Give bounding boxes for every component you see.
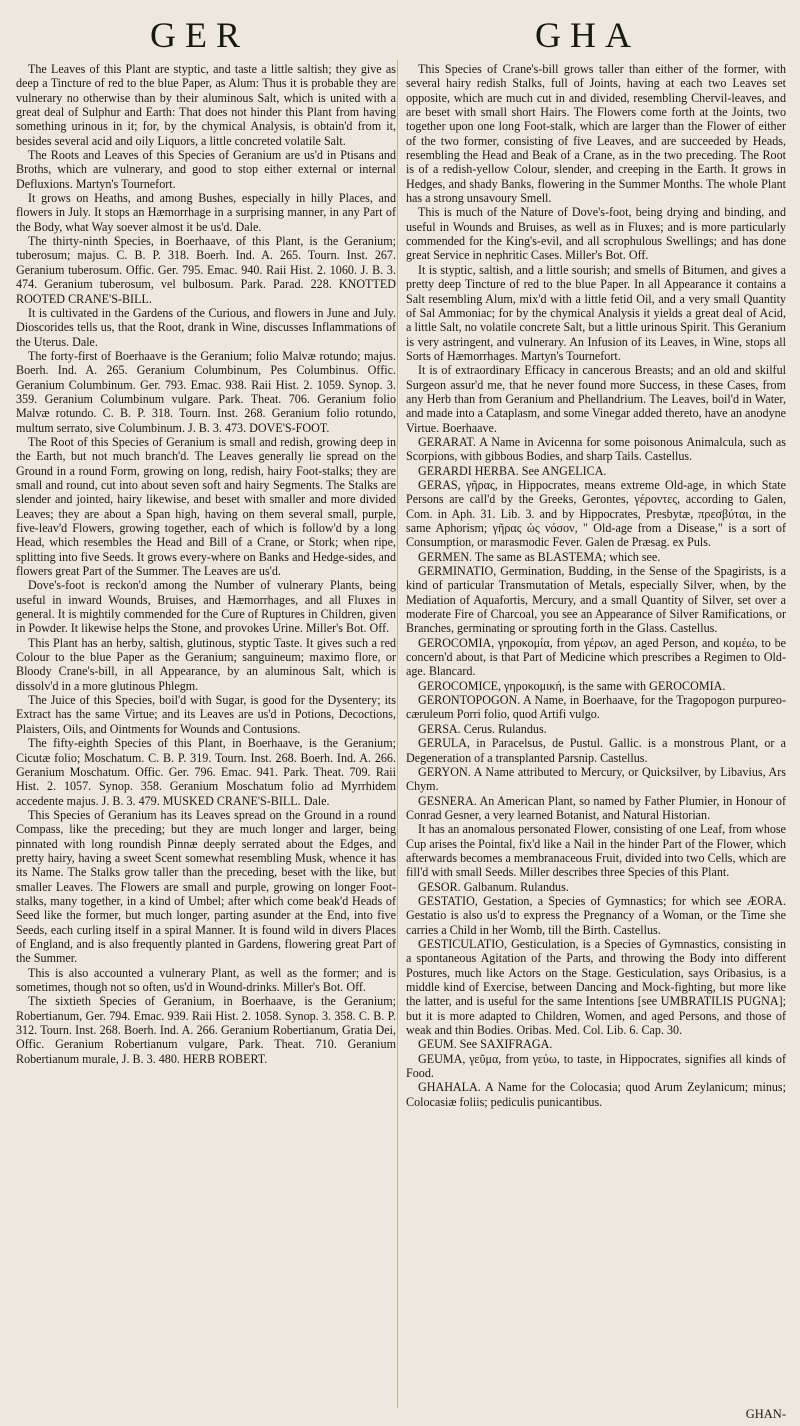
paragraph: It is styptic, saltish, and a little sourish; and smells of Bitumen, and gives a pretty deep Tincture of red to the blue Paper. In all Appearance it contains a Salt resembling Alum, mix'd with a little fetid Oil, and a very small Quantity of Sal Ammoniac; for by the chymical Analysis it yields a great deal of Acid, a little Salt, no volatile concrete Salt, but a little urinous Spirit. This Geranium is very astringent, and vulnerary. An Infusion of its Leaves, in Wine, stops all Sorts of Hæmorrhages. Martyn's Tournefort.: [406, 262, 786, 363]
paragraph: The sixtieth Species of Geranium, in Boerhaave, is the Geranium; Robertianum, Ger. 794. Emac. 939. Raii Hist. 2. 1058. Synop. 3. 358. C. B. P. 312. Tourn. Inst. 268. Boerh. Ind. A. 266. Geranium Robertianum, Gratia Dei, Offic. Geranium Robertianum vulgare, Park. Theat. 710. Geranium Robertianum murale, J. B. 3. 480. HERB ROBERT.: [16, 994, 396, 1066]
paragraph: The Juice of this Species, boil'd with Sugar, is good for the Dysentery; its Extract has the same Virtue; and its Leaves are us'd in Potions, Decoctions, Plaisters, Oils, and Ointments for Wounds and Contusions.: [16, 693, 396, 736]
right-column: [406, 62, 786, 1414]
paragraph: The Roots and Leaves of this Species of Geranium are us'd in Ptisans and Broths, which are vulnerary, and good to stop either external or internal Defluxions. Martyn's Tournefort.: [16, 148, 396, 191]
entry: GERMEN. The same as BLASTEMA; which see.: [418, 549, 661, 564]
entry: GERMINATIO, Germination, Budding, in the Sense of the Spagirists, is a kind of particular Transmutation of Metals, especially Silver, when, by the Mediation of Aquafortis, Mercury, and a small Quantity of Silver, set over a moderate Fire of Charcoal, you see an Appearance of Silver Ramifications, or Branches, germinating or sprouting forth in the Glass. Castellus.: [406, 564, 786, 636]
paragraph: It is of extraordinary Efficacy in cancerous Breasts; and an old and skilful Surgeon assur'd me, that he never found more Success, in these Cases, from any Herb than from Geranium and Phellandrium. The Leaves, boil'd in Water, and made into a Cataplasm, and some Vinegar added thereto, have an anodyne Virtue. Boerhaave.: [406, 363, 786, 435]
entry: GESOR. Galbanum. Rulandus.: [418, 879, 569, 894]
entry: GESTICULATIO, Gesticulation, is a Species of Gymnastics, consisting in a spontaneous Agitation of the Parts, and throwing the Body into different Postures, much like Actors on the Stage. Gesticulation, says Oribasius, is a middle kind of Exercise, between Dancing and Mock-fighting, but more like the latter, and is useful for the same Intentions [see UMBRATILIS PUGNA]; but it is more adapted to Children, Women, and aged Persons, and those of weak and thin Bodies. Oribas. Med. Col. Lib. 6. Cap. 30.: [406, 936, 786, 1038]
paragraph: The fifty-eighth Species of this Plant, in Boerhaave, is the Geranium; Cicutæ folio; Moschatum. C. B. P. 319. Tourn. Inst. 268. Boerh. Ind. A. 266. Geranium Moschatum. Offic. Ger. 796. Emac. 941. Park. Theat. 709. Raii Hist. 2. 1057. Synop. 358. Geranium Moschatum folio ad Myrrhidem accedente majus. J. B. 3. 479. MUSKED CRANE'S-BILL. Dale.: [16, 736, 396, 808]
entry: GERARDI HERBA. See ANGELICA.: [418, 463, 607, 478]
column-divider: [397, 60, 398, 1408]
catchword: GHAN-: [745, 1407, 786, 1421]
entry: GESTATIO, Gestation, a Species of Gymnastics; for which see ÆORA. Gestatio is also us'd to express the Pregnancy of a Woman, or the Time she carries a Child in her Womb, till the Birth. Castellus.: [406, 893, 786, 937]
entry: GEUM. See SAXIFRAGA.: [418, 1037, 553, 1052]
paragraph: It is cultivated in the Gardens of the Curious, and flowers in June and July. Dioscorides tells us, that the Root, drank in Wine, discusses Inflammations of the Uterus. Dale.: [16, 305, 396, 349]
entry: GERSA. Cerus. Rulandus.: [418, 721, 547, 736]
paragraph: It has an anomalous personated Flower, consisting of one Leaf, from whose Cup arises the Pointal, fix'd like a Nail in the hinder Part of the Flower, which afterwards becomes a membranaceous Fruit, divided into two Cells, which are fill'd with small Seeds. Miller describes three Species of this Plant.: [406, 822, 786, 880]
paragraph: This Species of Crane's-bill grows taller than either of the former, with several hairy redish Stalks, full of Joints, having at each two Leaves set opposite, which are much cut in and divided, resembling Chervil-leaves, and are beset with small short Hairs. The Flowers come forth at the Joints, two together upon one long Foot-stalk, which are larger than the Flower of either of the two former, consisting of five Leaves, and are succeeded by Heads, resembling the Head and Beak of a Crane, as in the two preceding. The Root is of a redish-yellow Colour, slender, and creeping in the Earth. It grows in Hedges, and shady Banks, flowering in the Summer Months. The whole Plant has a strong unsavoury Smell.: [406, 62, 786, 206]
entry: GHAHALA. A Name for the Colocasia; quod Arum Zeylanicum; minus; Colocasiæ foliis; pediculis punicantibus.: [406, 1080, 786, 1109]
left-column: [16, 62, 396, 1414]
paragraph: This is much of the Nature of Dove's-foot, being drying and binding, and useful in Wounds and Bruises, as well as in Fluxes; and is more particularly commended for the King's-evil, and all scrophulous Swellings; and has done great Service in nephritic Cases. Miller's Bot. Off.: [406, 205, 786, 263]
entry: GERONTOPOGON. A Name, in Boerhaave, for the Tragopogon purpureo-cæruleum Porri folio, quod Artifi vulgo.: [406, 693, 786, 722]
paragraph: The forty-first of Boerhaave is the Geranium; folio Malvæ rotundo; majus. Boerh. Ind. A. 265. Geranium Columbinum, Pes Columbinus. Offic. Geranium Columbinum. Ger. 793. Emac. 938. Raii Hist. 2. 1059. Synop. 3. 359. Geranium Columbinum vulgare. Park. Theat. 706. Geranium folio Malvæ rotundo. C. B. P. 318. Tourn. Inst. 268. Geranium folio rotundo, multum serrato, sive Columbinum. J. B. 3. 473. DOVE'S-FOOT.: [16, 348, 396, 435]
entry: GEROCOMICE, γηροκομική, is the same with GEROCOMIA.: [418, 678, 726, 693]
left-running-head: GER: [150, 15, 249, 55]
entry: GERYON. A Name attributed to Mercury, or Quicksilver, by Libavius, Ars Chym.: [406, 764, 786, 794]
entry: GERARAT. A Name in Avicenna for some poisonous Animalcula, such as Scorpions, with gibbous Bodies, and sharp Tails. Castellus.: [406, 434, 786, 464]
paragraph: This Species of Geranium has its Leaves spread on the Ground in a round Compass, like the preceding; but they are much longer and larger, being pinnated with long roundish Pinnæ deeply serrated about the Edges, and pretty hairy, having a sweet Scent somewhat resembling Musk, whence it has its Name. The Stalks grow taller than the preceding, beset with the like, but smaller Leaves. The Flowers are small and purple, growing on longer Foot-stalks, many together, in a kind of Umbel; after which come beak'd Heads of Seed like the former, but much longer, parting asunder at the End, into five Seeds, each curling itself in a spiral Manner. It is found wild in divers Places of England, and is also frequently planted in Gardens, flowering great Part of the Summer.: [16, 807, 396, 966]
entry: GERULA, in Paracelsus, de Pustul. Gallic. is a monstrous Plant, or a Degeneration of a transplanted Parsnip. Castellus.: [406, 736, 786, 765]
entry: GEUMA, γεῦμα, from γεύω, to taste, in Hippocrates, signifies all kinds of Food.: [406, 1051, 786, 1081]
paragraph: This Plant has an herby, saltish, glutinous, styptic Taste. It gives such a red Colour to the blue Paper as the Geranium; sanguineum; maximo flore, or Bloody Crane's-bill, in all Appearance, by an aluminous Salt, which is dissolv'd in a more glutinous Phlegm.: [16, 635, 396, 693]
paragraph: The Root of this Species of Geranium is small and redish, growing deep in the Earth, but not much branch'd. The Leaves generally lie spread on the Ground in a round Form, growing on long, redish, hairy Foot-stalks; they are small and round, cut into about seven soft and hairy Segments. The Stalks are slender and jointed, hairy likewise, and beset with smaller and more divided Leaves; they are about a Span high, having on them several small, purple, five-leav'd Flowers, growing together, each of which is follow'd by a long Head, which resembles the Head and Bill of a Crane, or Stork; when ripe, splitting into five Seeds. It grows every-where on Banks and Hedge-sides, and flowers great Part of the Summer. The Leaves are us'd.: [16, 434, 396, 579]
paragraph: The Leaves of this Plant are styptic, and taste a little saltish; they give as deep a Tincture of red to the blue Paper, as Alum: Thus it is probable they are vulnerary no otherwise than by their aluminous Salt, which is united with a great deal of Sulphur and Earth: That does not hinder this Plant from having something urinous in it; for, by the chymical Analysis, is obtain'd from it, besides several acid and oily Liquors, a little concreted volatile Salt.: [16, 62, 396, 148]
entry: GERAS, γῆρας, in Hippocrates, means extreme Old-age, in which State Persons are call'd by the Greeks, Gerontes, γέροντες, according to Galen, Com. in Aph. 31. Lib. 3. and by Hippocrates, Presbytæ, πρεσβύται, in the same Aphorism; γῆρας ὡς νόσον, " Old-age from a Disease," is a sort of Consumption, or marasmodic Fever. Galen de Præsag. ex Puls.: [406, 477, 786, 550]
right-running-head: GHA: [535, 15, 640, 55]
entry: GESNERA. An American Plant, so named by Father Plumier, in Honour of Conrad Gesner, a very learned Botanist, and Natural Historian.: [406, 793, 786, 822]
paragraph: Dove's-foot is reckon'd among the Number of vulnerary Plants, being useful in inward Wounds, Bruises, and Hæmorrhages, and all Fluxes in general. It is mightily commended for the Cure of Ruptures in Children, given in Powder. It likewise helps the Stone, and provokes Urine. Miller's Bot. Off.: [16, 578, 396, 636]
entry: GEROCOMIA, γηροκομία, from γέρων, an aged Person, and κομέω, to be concern'd about, is that Part of Medicine which prescribes a Regimen to Old-age. Blancard.: [406, 635, 786, 679]
paragraph: This is also accounted a vulnerary Plant, as well as the former; and is sometimes, though not so often, us'd in Wound-drinks. Miller's Bot. Off.: [16, 965, 396, 994]
paragraph: The thirty-ninth Species, in Boerhaave, of this Plant, is the Geranium; tuberosum; majus. C. B. P. 318. Boerh. Ind. A. 265. Tourn. Inst. 267. Geranium tuberosum. Offic. Ger. 795. Emac. 940. Raii Hist. 2. 1060. J. B. 3. 474. Geranium tuberosum, vel bulbosum. Park. Parad. 228. KNOTTED ROOTED CRANE'S-BILL.: [16, 234, 396, 306]
paragraph: It grows on Heaths, and among Bushes, especially in hilly Places, and flowers in July. It stops an Hæmorrhage in a surprising manner, in any Part of the Body, what Way soever almost it be us'd. Dale.: [16, 191, 396, 234]
